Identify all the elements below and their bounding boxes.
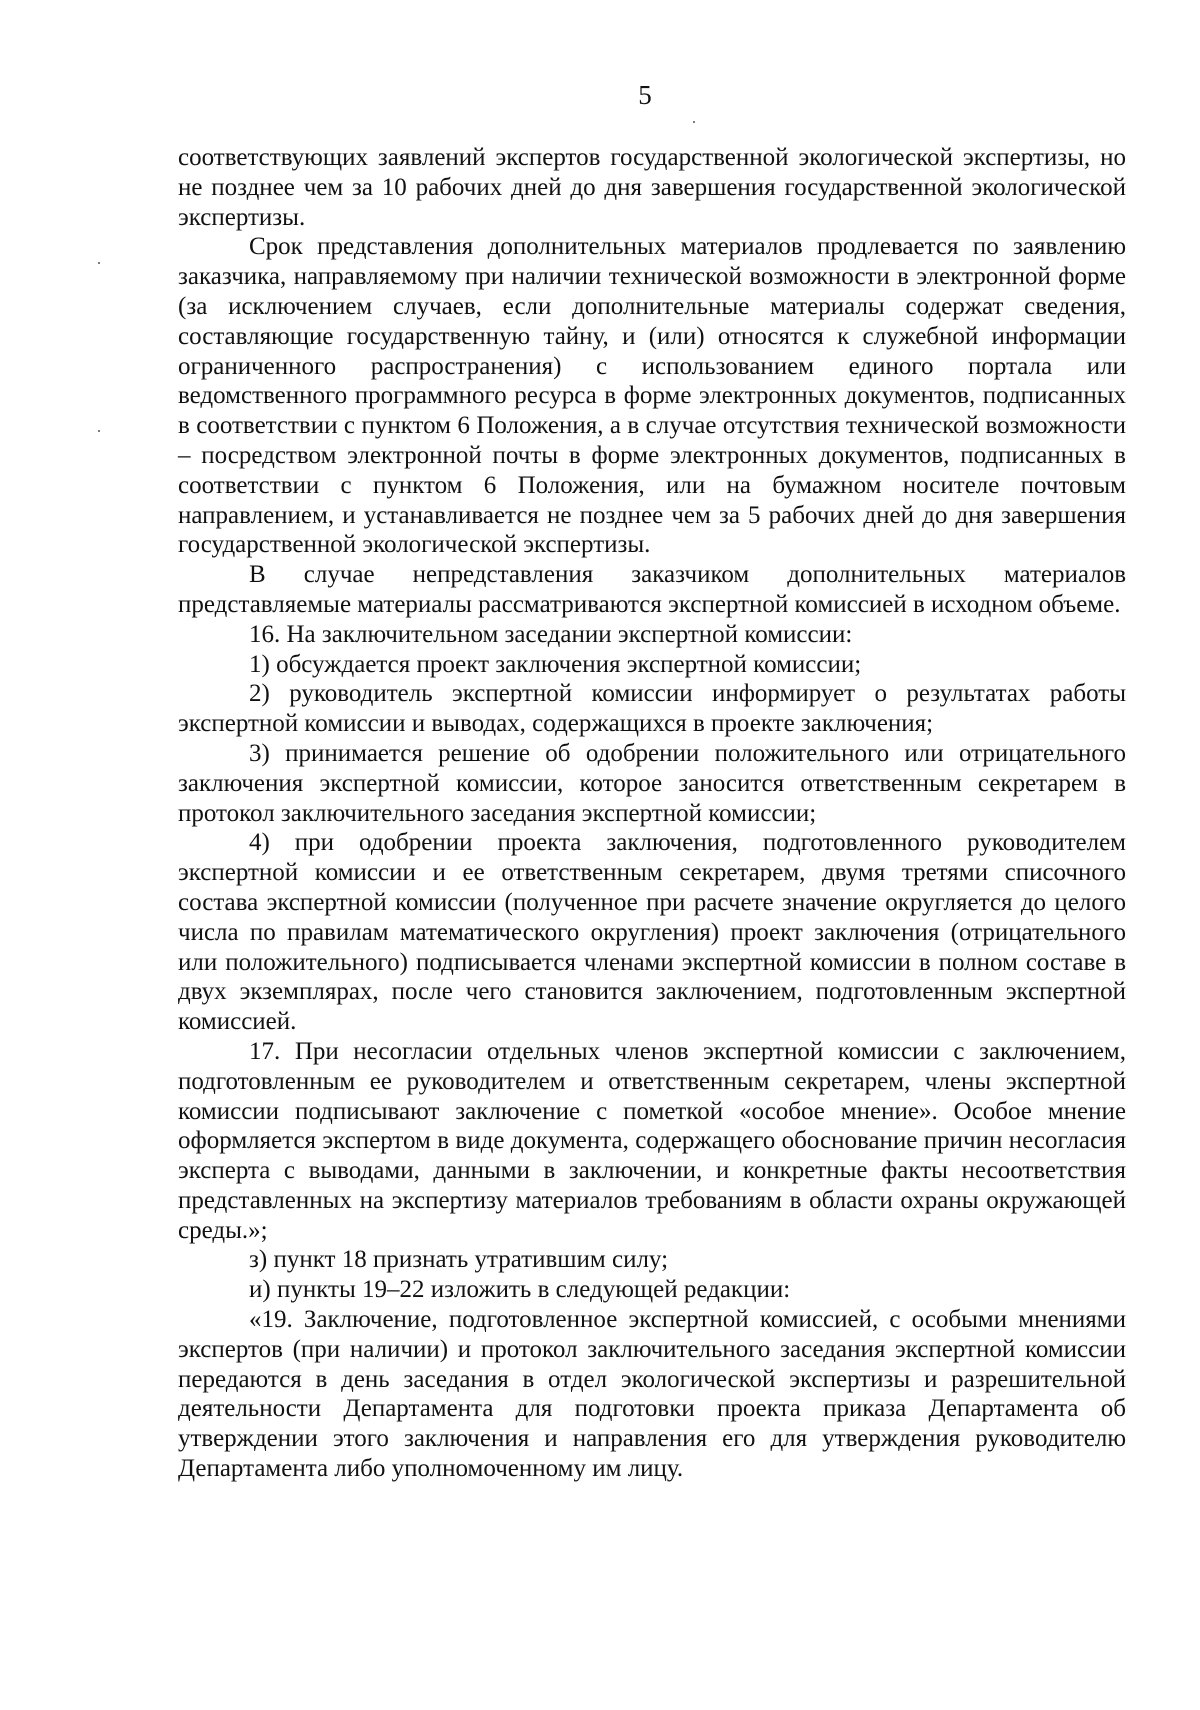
clause-17: 17. При несогласии отдельных членов экспертной комиссии с заключением, подготовленным ее руководителем и ответственным секретарем, члены экспертной комиссии подписывают заключение с пометкой «особое мнение». Особое мнение оформляется экспертом в виде документа, содержащего обоснование причин несогласия эксперта с выводами, данными в заключении, и конкретные факты несоответствия представленных на экспертизу материалов требованиям в области охраны окружающей среды.»; — [178, 1037, 1126, 1244]
page-number: 5 — [638, 80, 652, 110]
scan-speck — [693, 121, 695, 123]
clause-16-item-3: 3) принимается решение об одобрении положительного или отрицательного заключения экспертной комиссии, которое заносится ответственным секретарем в протокол заключительного заседания экспертной комиссии; — [178, 739, 1126, 827]
clause-19: «19. Заключение, подготовленное экспертной комиссией, с особыми мнениями экспертов (при наличии) и протокол заключительного заседания экспертной комиссии передаются в день заседания в отдел экологической экспертизы и разрешительной деятельности Департамента для подготовки проекта приказа Департамента об утверждении этого заключения и направления его для утверждения руководителю Департамента либо уполномоченному им лицу. — [178, 1306, 1126, 1483]
paragraph-continuation: соответствующих заявлений экспертов государственной экологической экспертизы, но не позднее чем за 10 рабочих дней до дня завершения государственной экологической экспертизы. — [178, 144, 1126, 231]
paragraph-deadline-extension: Срок представления дополнительных материалов продлевается по заявлению заказчика, направляемому при наличии технической возможности в электронной форме (за исключением случаев, если дополнительные материалы содержат сведения, составляющие государственную тайну, и (или) относятся к служебной информации ограниченного распространения) с использованием единого портала или ведомственного программного ресурса в форме электронных документов, подписанных в соответствии с пунктом 6 Положения, а в случае отсутствия технической возможности – посредством электронной почты в форме электронных документов, подписанных в соответствии с пунктом 6 Положения, или на бумажном носителе почтовым направлением, и устанавливается не позднее чем за 5 рабочих дней до дня завершения государственной экологической экспертизы. — [178, 233, 1126, 559]
amendment-i: и) пункты 19–22 изложить в следующей редакции: — [249, 1276, 791, 1304]
scan-speck — [98, 262, 100, 264]
paragraph-no-submission: В случае непредставления заказчиком дополнительных материалов представляемые материалы рассматриваются экспертной комиссией в исходном объеме. — [178, 561, 1126, 618]
scan-speck — [98, 430, 100, 432]
clause-16-item-2: 2) руководитель экспертной комиссии информирует о результатах работы экспертной комиссии и выводах, содержащихся в проекте заключения; — [178, 680, 1126, 738]
clause-16-heading: 16. На заключительном заседании экспертной комиссии: — [249, 620, 853, 648]
amendment-z: з) пункт 18 признать утратившим силу; — [249, 1246, 669, 1274]
clause-16-item-1: 1) обсуждается проект заключения экспертной комиссии; — [249, 650, 862, 678]
clause-16-item-4: 4) при одобрении проекта заключения, подготовленного руководителем экспертной комиссии и ее ответственным секретарем, двумя третями списочного состава экспертной комиссии (полученное при расчете значение округляется до целого числа по правилам математического округления) проект заключения (отрицательного или положительного) подписывается членами экспертной комиссии в полном составе в двух экземплярах, после чего становится заключением, подготовленным экспертной комиссией. — [178, 829, 1126, 1036]
document-body — [178, 143, 1126, 1484]
